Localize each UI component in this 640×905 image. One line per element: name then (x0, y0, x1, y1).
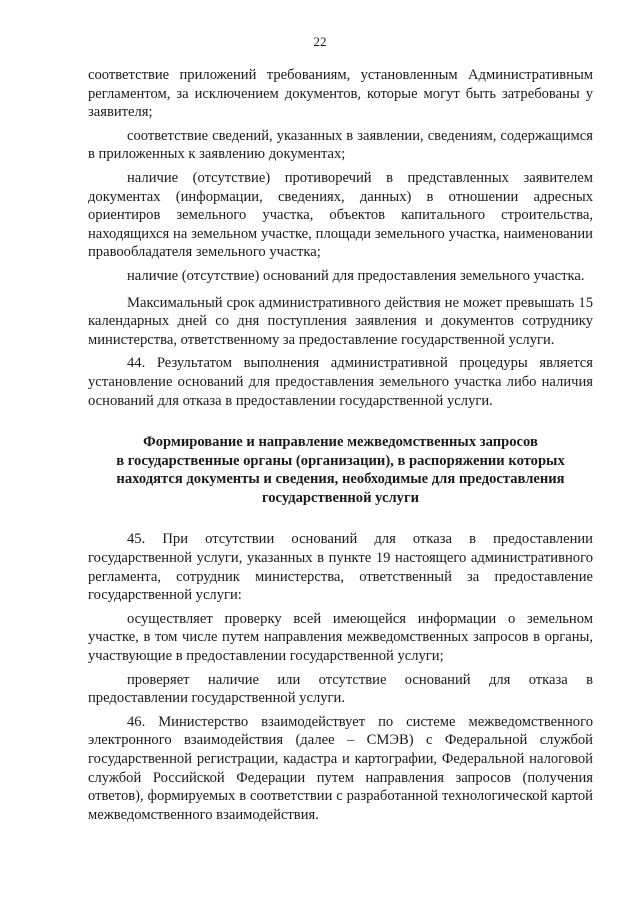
paragraph-45-absence-of-grounds: 45. При отсутствии оснований для отказа в предоставлении государственной услуги, указанных в пункте 19 настоящего административного регламента, сотрудник министерства, ответственный за предоставление государственной услуги: (88, 531, 593, 604)
document-body (88, 66, 593, 824)
paragraph-contradictions: наличие (отсутствие) противоречий в представленных заявителем документах (информации, сведениях, данных) в отношении адресных ориентиров земельного участка, объектов капитального строительства, находящихся на земельном участке, площади земельного участка, наименовании правообладателя земельного участка; (88, 169, 593, 261)
paragraph-checks-grounds: проверяет наличие или отсутствие оснований для отказа в предоставлении государственной услуги. (88, 671, 593, 707)
paragraph-info-compliance: соответствие сведений, указанных в заявлении, сведениям, содержащимся в приложенных к заявлению документах; (88, 127, 593, 163)
section-heading-line: находятся документы и сведения, необходимые для предоставления (116, 471, 565, 488)
section-heading-line: в государственные органы (организации), в распоряжении которых (116, 452, 565, 469)
paragraph-verification: осуществляет проверку всей имеющейся информации о земельном участке, в том числе путем направления межведомственных запросов в органы, участвующие в предоставлении государственной услуги; (88, 610, 593, 665)
section-heading-line: государственной услуги (261, 489, 420, 506)
section-heading (88, 433, 593, 507)
section-heading-line: Формирование и направление межведомственных запросов (143, 434, 538, 451)
paragraph-requirements-compliance: соответствие приложений требованиям, установленным Административным регламентом, за исключением документов, которые могут быть затребованы у заявителя; (88, 67, 593, 121)
paragraph-grounds-presence: наличие (отсутствие) оснований для предоставления земельного участка. (127, 267, 585, 284)
page-number: 22 (313, 34, 327, 49)
paragraph-44-result: 44. Результатом выполнения административной процедуры является установление оснований для предоставления земельного участка либо наличия оснований для отказа в предоставлении государственной услуги. (88, 355, 593, 409)
paragraph-max-term: Максимальный срок административного действия не может превышать 15 календарных дней со дня поступления заявления и документов сотруднику министерства, ответственному за предоставление государственной услуги. (88, 294, 593, 348)
paragraph-46-smev: 46. Министерство взаимодействует по системе межведомственного электронного взаимодействия (далее – СМЭВ) с Федеральной службой государственной регистрации, кадастра и картографии, Федеральной налоговой службой Российской Федерации путем направления запросов (получения ответов), формируемых в соответствии с разработанной технологической картой межведомственного взаимодействия. (88, 713, 593, 823)
